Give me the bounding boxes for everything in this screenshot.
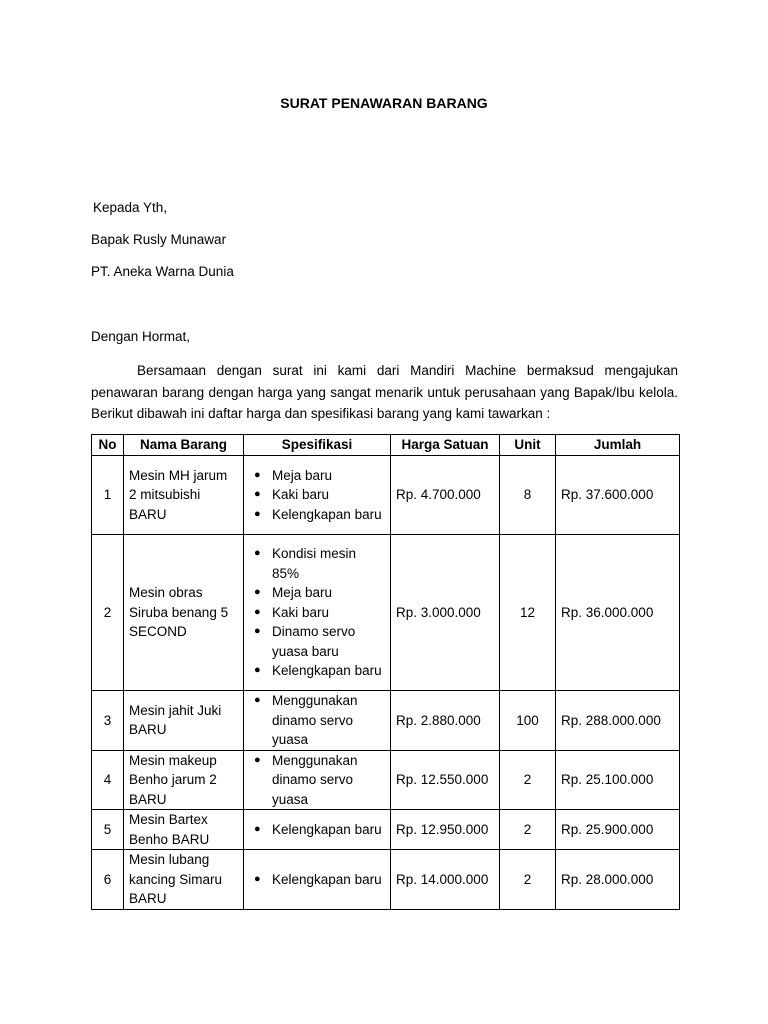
header-total: Jumlah bbox=[556, 435, 680, 456]
spec-item: ● Menggunakan dinamo servo yuasa bbox=[254, 752, 358, 807]
salutation: Dengan Hormat, bbox=[91, 329, 191, 344]
table-row bbox=[92, 535, 680, 691]
cell-specification bbox=[244, 810, 391, 850]
cell-unit: 100 bbox=[500, 691, 556, 751]
spec-item: ● Meja baru bbox=[254, 585, 333, 601]
table-row bbox=[92, 691, 680, 751]
table-row bbox=[92, 750, 680, 810]
paragraph-line-1: Bersamaan dengan surat ini kami dari Mandiri Machine bermaksud mengajukan bbox=[137, 363, 678, 378]
spec-item: ● Kondisi mesin 85% bbox=[254, 546, 357, 581]
cell-no: 5 bbox=[92, 810, 124, 850]
recipient-name: Bapak Rusly Munawar bbox=[91, 232, 227, 247]
spec-item: ● Kelengkapan baru bbox=[254, 821, 382, 837]
cell-item-name: Mesin makeup Benho jarum 2 BARU bbox=[124, 750, 244, 810]
price-table bbox=[91, 434, 680, 910]
cell-specification bbox=[244, 456, 391, 535]
spec-item: ● Kelengkapan baru bbox=[254, 506, 382, 522]
cell-unit: 12 bbox=[500, 535, 556, 691]
cell-total: Rp. 37.600.000 bbox=[556, 456, 680, 535]
cell-unit-price: Rp. 12.950.000 bbox=[391, 810, 500, 850]
table-row bbox=[92, 810, 680, 850]
cell-item-name: Mesin Bartex Benho BARU bbox=[124, 810, 244, 850]
paragraph-line-2: penawaran barang dengan harga yang sangat menarik untuk perusahaan yang Bapak/Ibu kelola. bbox=[91, 384, 678, 400]
spec-item: ● Meja baru bbox=[254, 467, 333, 483]
cell-unit-price: Rp. 4.700.000 bbox=[391, 456, 500, 535]
table-row bbox=[92, 456, 680, 535]
cell-no: 1 bbox=[92, 456, 124, 535]
recipient-greeting: Kepada Yth, bbox=[93, 200, 168, 215]
spec-item: ● Dinamo servo yuasa baru bbox=[254, 624, 356, 659]
cell-item-name: Mesin jahit Juki BARU bbox=[124, 691, 244, 751]
cell-total: Rp. 25.900.000 bbox=[556, 810, 680, 850]
header-unit: Unit bbox=[500, 435, 556, 456]
cell-unit: 8 bbox=[500, 456, 556, 535]
recipient-company: PT. Aneka Warna Dunia bbox=[91, 264, 234, 279]
spec-item: ● Kaki baru bbox=[254, 487, 330, 503]
paragraph-line-3: Berikut dibawah ini daftar harga dan spesifikasi barang yang kami tawarkan : bbox=[91, 406, 551, 421]
cell-unit: 2 bbox=[500, 750, 556, 810]
cell-specification bbox=[244, 535, 391, 691]
cell-unit-price: Rp. 2.880.000 bbox=[391, 691, 500, 751]
cell-unit-price: Rp. 14.000.000 bbox=[391, 850, 500, 910]
cell-no: 6 bbox=[92, 850, 124, 910]
page-title: SURAT PENAWARAN BARANG bbox=[280, 95, 488, 111]
spec-item: ● Menggunakan dinamo servo yuasa bbox=[254, 693, 358, 747]
header-unit-price: Harga Satuan bbox=[391, 435, 500, 456]
cell-specification bbox=[244, 850, 391, 910]
table-row bbox=[92, 850, 680, 910]
cell-specification bbox=[244, 691, 391, 751]
header-specification: Spesifikasi bbox=[244, 435, 391, 456]
cell-item-name: Mesin MH jarum 2 mitsubishi BARU bbox=[124, 456, 244, 535]
cell-total: Rp. 28.000.000 bbox=[556, 850, 680, 910]
cell-total: Rp. 25.100.000 bbox=[556, 750, 680, 810]
table-header-row bbox=[92, 435, 680, 456]
header-item-name: Nama Barang bbox=[124, 435, 244, 456]
spec-item: ● Kelengkapan baru bbox=[254, 663, 382, 679]
cell-no: 3 bbox=[92, 691, 124, 751]
cell-unit-price: Rp. 12.550.000 bbox=[391, 750, 500, 810]
cell-item-name: Mesin obras Siruba benang 5 SECOND bbox=[124, 535, 244, 691]
cell-item-name: Mesin lubang kancing Simaru BARU bbox=[124, 850, 244, 910]
cell-unit-price: Rp. 3.000.000 bbox=[391, 535, 500, 691]
cell-no: 4 bbox=[92, 750, 124, 810]
header-no: No bbox=[92, 435, 124, 456]
spec-item: ● Kelengkapan baru bbox=[254, 871, 382, 887]
cell-specification bbox=[244, 750, 391, 810]
spec-item: ● Kaki baru bbox=[254, 604, 330, 620]
cell-no: 2 bbox=[92, 535, 124, 691]
cell-total: Rp. 36.000.000 bbox=[556, 535, 680, 691]
cell-unit: 2 bbox=[500, 850, 556, 910]
cell-total: Rp. 288.000.000 bbox=[556, 691, 680, 751]
intro-paragraph bbox=[91, 360, 678, 425]
cell-unit: 2 bbox=[500, 810, 556, 850]
